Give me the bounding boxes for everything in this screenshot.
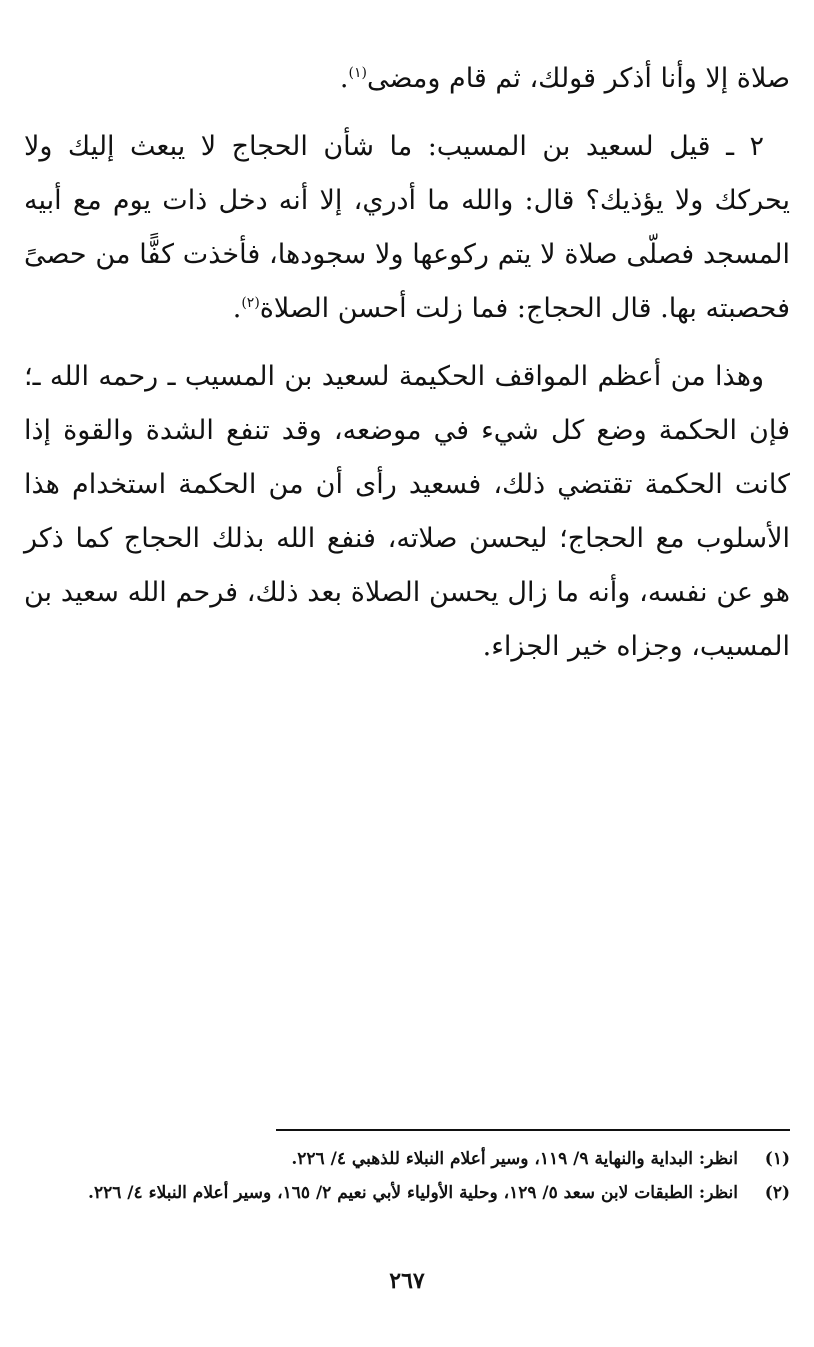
- paragraph-3: وهذا من أعظم المواقف الحكيمة لسعيد بن المسيب ـ رحمه الله ـ؛ فإن الحكمة وضع كل شيء في موضعه، وقد تنفع الشدة والقوة إذا كانت الحكمة تقتضي ذلك، فسعيد رأى أن من الحكمة استخدام هذا الأسلوب مع الحجاج؛ ليحسن صلاته، فنفع الله بذلك الحجاج كما ذكر هو عن نفسه، وأنه ما زال يحسن الصلاة بعد ذلك، فرحم الله سعيد بن المسيب، وجزاه خير الجزاء.: [24, 361, 790, 662]
- paragraph-2-text: ٢ ـ قيل لسعيد بن المسيب: ما شأن الحجاج لا يبعث إليك ولا يحركك ولا يؤذيك؟ قال: والله ما أدري، إلا أنه دخل ذات يوم مع أبيه المسجد فصلّى صلاة لا يتم ركوعها ولا سجودها، فأخذت كفًّا من حصىً فحصبته بها. قال الحجاج: فما زلت أحسن الصلاة: [24, 131, 790, 324]
- footnote-1: [24, 1142, 790, 1176]
- footnote-2-text: انظر: الطبقات لابن سعد ٥/ ١٢٩، وحلية الأولياء لأبي نعيم ٢/ ١٦٥، وسير أعلام النبلاء ٤/ ٢٢٦.: [88, 1183, 738, 1203]
- paragraph-1-text: صلاة إلا وأنا أذكر قولك، ثم قام ومضى: [366, 63, 790, 94]
- paragraph-2: [24, 120, 790, 336]
- page-number: ٢٦٧: [389, 1268, 425, 1294]
- footnote-2: [24, 1176, 790, 1210]
- footnotes: [24, 1142, 790, 1210]
- footnote-ref-2: (٢): [241, 295, 260, 311]
- footnote-ref-1: (١): [348, 65, 367, 81]
- footnote-divider: [276, 1129, 790, 1131]
- main-text: [24, 52, 790, 674]
- paragraph-2-end: .: [232, 293, 242, 324]
- paragraph-1: [24, 52, 790, 106]
- footnote-1-text: انظر: البداية والنهاية ٩/ ١١٩، وسير أعلام النبلاء للذهبي ٤/ ٢٢٦.: [291, 1149, 738, 1169]
- footnote-2-number: (٢): [764, 1183, 790, 1203]
- footnote-1-number: (١): [764, 1149, 790, 1169]
- paragraph-1-end: .: [339, 63, 349, 94]
